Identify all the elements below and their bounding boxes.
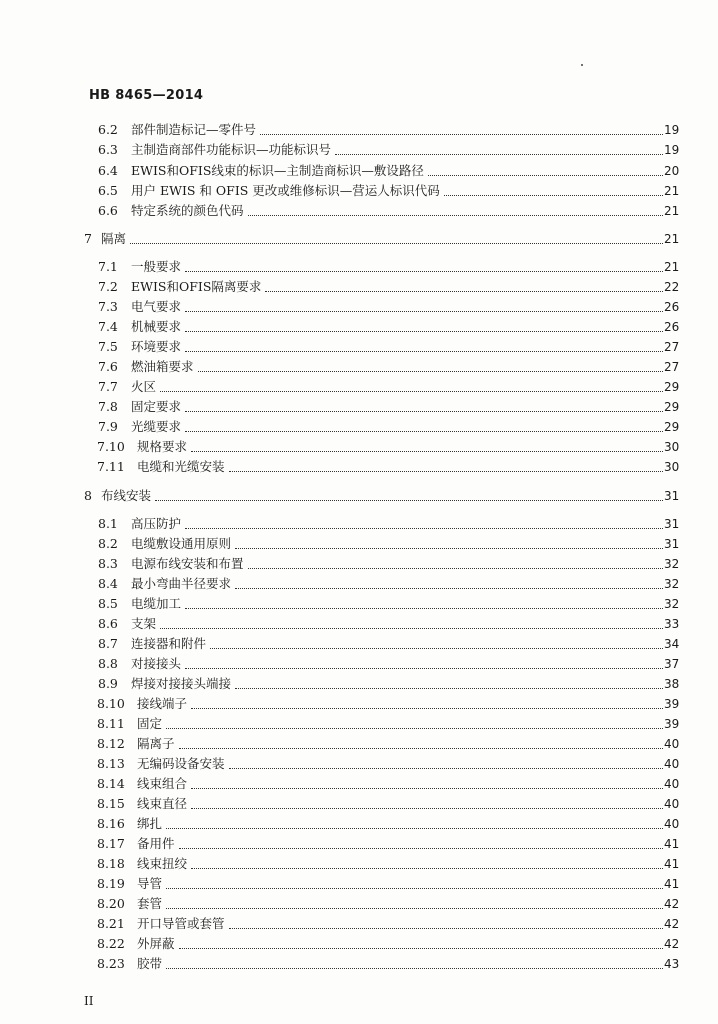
toc-section-number: 8.2 <box>98 536 118 551</box>
toc-page-number: 42 <box>664 916 686 932</box>
toc-section-number: 7 <box>84 231 92 246</box>
toc-page-number: 38 <box>664 676 686 692</box>
toc-entry <box>0 337 718 355</box>
toc-section-number: 8.13 <box>97 756 125 771</box>
toc-page-number: 26 <box>664 319 686 335</box>
toc-section-title: 机械要求 <box>131 319 182 334</box>
toc-section-number: 8.9 <box>98 676 118 691</box>
document-id-header: HB 8465—2014 <box>89 88 204 103</box>
toc-leader-dots <box>155 499 663 501</box>
toc-section-number: 8.1 <box>98 516 118 531</box>
toc-page-number: 20 <box>664 163 686 179</box>
toc-page-number: 43 <box>664 956 686 972</box>
toc-section-title: 部件制造标记—零件号 <box>131 122 257 137</box>
toc-page-number: 27 <box>664 339 686 355</box>
toc-section-number: 8.15 <box>97 796 125 811</box>
toc-entry <box>0 874 718 892</box>
toc-section-title: 固定要求 <box>131 399 182 414</box>
toc-leader-dots <box>166 907 663 909</box>
toc-entry <box>0 201 718 219</box>
toc-page-number: 40 <box>664 736 686 752</box>
toc-entry <box>0 654 718 672</box>
toc-section-title: 线束直径 <box>137 796 188 811</box>
toc-section-title: 电源布线安装和布置 <box>131 556 244 571</box>
toc-leader-dots <box>185 350 663 352</box>
toc-entry <box>0 417 718 435</box>
toc-page-number: 19 <box>664 142 686 158</box>
toc-leader-dots <box>265 290 663 292</box>
toc-section-title: 用户 EWIS 和 OFIS 更改或维修标识—营运人标识代码 <box>131 183 440 198</box>
toc-entry <box>0 574 718 592</box>
toc-section-number: 8.17 <box>97 836 125 851</box>
toc-section-number: 7.6 <box>98 359 118 374</box>
toc-entry <box>0 794 718 812</box>
toc-section-title: 套管 <box>137 896 163 911</box>
toc-section-number: 8.5 <box>98 596 118 611</box>
toc-leader-dots <box>229 470 663 472</box>
toc-leader-dots <box>191 807 663 809</box>
toc-page-number: 21 <box>664 203 686 219</box>
toc-entry <box>0 594 718 612</box>
toc-section-number: 8.21 <box>97 916 125 931</box>
toc-entry <box>0 894 718 912</box>
toc-section-number: 7.1 <box>98 259 118 274</box>
toc-leader-dots <box>191 867 663 869</box>
toc-section-number: 6.5 <box>98 183 118 198</box>
toc-leader-dots <box>235 547 663 549</box>
toc-leader-dots <box>179 747 663 749</box>
toc-entry <box>0 514 718 532</box>
toc-section-number: 8.14 <box>97 776 125 791</box>
toc-leader-dots <box>248 567 663 569</box>
toc-page-number: 26 <box>664 299 686 315</box>
toc-page-number: 21 <box>664 183 686 199</box>
toc-entry <box>0 397 718 415</box>
toc-entry <box>0 486 718 504</box>
toc-entry <box>0 554 718 572</box>
toc-section-number: 7.10 <box>97 439 125 454</box>
toc-page-number: 42 <box>664 896 686 912</box>
toc-leader-dots <box>166 967 663 969</box>
toc-leader-dots <box>185 607 663 609</box>
toc-section-number: 8.22 <box>97 936 125 951</box>
toc-section-number: 8.3 <box>98 556 118 571</box>
toc-section-number: 8.12 <box>97 736 125 751</box>
toc-section-number: 7.5 <box>98 339 118 354</box>
toc-section-title: 绑扎 <box>137 816 163 831</box>
toc-entry <box>0 140 718 158</box>
page-number: II <box>84 994 94 1008</box>
toc-section-title: 隔离 <box>101 231 127 246</box>
toc-leader-dots <box>185 527 663 529</box>
toc-page-number: 32 <box>664 576 686 592</box>
toc-page-number: 41 <box>664 876 686 892</box>
toc-entry <box>0 357 718 375</box>
toc-section-number: 8.23 <box>97 956 125 971</box>
toc-entry <box>0 754 718 772</box>
toc-page-number: 40 <box>664 776 686 792</box>
toc-leader-dots <box>185 270 663 272</box>
toc-entry <box>0 161 718 179</box>
toc-section-number: 7.11 <box>97 459 125 474</box>
toc-section-title: 燃油箱要求 <box>131 359 194 374</box>
toc-section-title: EWIS和OFIS线束的标识—主制造商标识—敷设路径 <box>131 163 424 178</box>
toc-leader-dots <box>248 214 663 216</box>
toc-entry <box>0 934 718 952</box>
toc-section-title: 电缆和光缆安装 <box>137 459 225 474</box>
toc-entry <box>0 277 718 295</box>
toc-section-number: 8.8 <box>98 656 118 671</box>
toc-entry <box>0 457 718 475</box>
toc-entry <box>0 674 718 692</box>
toc-section-title: 规格要求 <box>137 439 188 454</box>
toc-page-number: 27 <box>664 359 686 375</box>
toc-page-number: 31 <box>664 536 686 552</box>
toc-page-number: 37 <box>664 656 686 672</box>
toc-section-number: 7.4 <box>98 319 118 334</box>
toc-page-number: 21 <box>664 231 686 247</box>
toc-page-number: 30 <box>664 459 686 475</box>
toc-section-title: 电缆加工 <box>131 596 182 611</box>
toc-section-title: 固定 <box>137 716 163 731</box>
toc-section-title: 最小弯曲半径要求 <box>131 576 232 591</box>
toc-leader-dots <box>166 887 663 889</box>
toc-entry <box>0 534 718 552</box>
toc-leader-dots <box>260 133 663 135</box>
toc-entry <box>0 229 718 247</box>
toc-page-number: 31 <box>664 516 686 532</box>
toc-entry <box>0 181 718 199</box>
toc-section-title: 无编码设备安装 <box>137 756 225 771</box>
toc-leader-dots <box>185 410 663 412</box>
toc-page-number: 41 <box>664 836 686 852</box>
toc-section-title: 线束扭绞 <box>137 856 188 871</box>
toc-entry <box>0 614 718 632</box>
toc-section-number: 7.9 <box>98 419 118 434</box>
toc-section-title: 光缆要求 <box>131 419 182 434</box>
toc-section-title: 环境要求 <box>131 339 182 354</box>
toc-section-title: EWIS和OFIS隔离要求 <box>131 279 262 294</box>
toc-section-number: 8.10 <box>97 696 125 711</box>
toc-section-title: 备用件 <box>137 836 175 851</box>
toc-section-title: 高压防护 <box>131 516 182 531</box>
toc-leader-dots <box>179 947 663 949</box>
toc-page-number: 22 <box>664 279 686 295</box>
toc-entry <box>0 914 718 932</box>
toc-leader-dots <box>191 450 663 452</box>
toc-leader-dots <box>229 767 663 769</box>
toc-section-title: 对接接头 <box>131 656 182 671</box>
scan-speck <box>581 64 583 66</box>
toc-leader-dots <box>166 827 663 829</box>
toc-page-number: 33 <box>664 616 686 632</box>
toc-page-number: 21 <box>664 259 686 275</box>
toc-section-title: 特定系统的颜色代码 <box>131 203 244 218</box>
toc-page-number: 39 <box>664 716 686 732</box>
toc-entry <box>0 634 718 652</box>
toc-section-title: 胶带 <box>137 956 163 971</box>
toc-section-title: 线束组合 <box>137 776 188 791</box>
toc-entry <box>0 437 718 455</box>
toc-section-number: 8 <box>84 488 92 503</box>
toc-page-number: 19 <box>664 122 686 138</box>
toc-page-number: 34 <box>664 636 686 652</box>
toc-section-title: 导管 <box>137 876 163 891</box>
toc-entry <box>0 774 718 792</box>
toc-leader-dots <box>198 370 663 372</box>
toc-leader-dots <box>130 242 663 244</box>
toc-leader-dots <box>335 153 663 155</box>
toc-page-number: 41 <box>664 856 686 872</box>
toc-section-title: 焊接对接接头端接 <box>131 676 232 691</box>
toc-section-title: 外屏蔽 <box>137 936 175 951</box>
toc-section-number: 6.4 <box>98 163 118 178</box>
toc-section-number: 8.4 <box>98 576 118 591</box>
toc-page-number: 29 <box>664 379 686 395</box>
toc-leader-dots <box>185 330 663 332</box>
toc-section-number: 7.7 <box>98 379 118 394</box>
toc-section-title: 开口导管或套管 <box>137 916 225 931</box>
toc-leader-dots <box>191 707 663 709</box>
toc-section-number: 6.6 <box>98 203 118 218</box>
toc-page-number: 40 <box>664 796 686 812</box>
toc-section-number: 6.2 <box>98 122 118 137</box>
toc-page-number: 39 <box>664 696 686 712</box>
toc-section-number: 8.7 <box>98 636 118 651</box>
toc-leader-dots <box>179 847 663 849</box>
toc-leader-dots <box>210 647 663 649</box>
toc-section-title: 接线端子 <box>137 696 188 711</box>
toc-section-title: 电缆敷设通用原则 <box>131 536 232 551</box>
toc-section-number: 7.3 <box>98 299 118 314</box>
toc-entry <box>0 714 718 732</box>
toc-page-number: 32 <box>664 556 686 572</box>
toc-section-number: 6.3 <box>98 142 118 157</box>
toc-leader-dots <box>185 310 663 312</box>
toc-leader-dots <box>444 194 663 196</box>
toc-page-number: 42 <box>664 936 686 952</box>
toc-page-number: 32 <box>664 596 686 612</box>
toc-entry <box>0 377 718 395</box>
toc-entry <box>0 694 718 712</box>
toc-leader-dots <box>185 430 663 432</box>
toc-leader-dots <box>428 174 663 176</box>
toc-section-number: 8.11 <box>97 716 125 731</box>
toc-section-number: 8.18 <box>97 856 125 871</box>
toc-leader-dots <box>191 787 663 789</box>
toc-section-number: 8.19 <box>97 876 125 891</box>
toc-page-number: 29 <box>664 399 686 415</box>
toc-page-number: 31 <box>664 488 686 504</box>
toc-section-title: 主制造商部件功能标识—功能标识号 <box>131 142 332 157</box>
toc-section-number: 8.6 <box>98 616 118 631</box>
toc-entry <box>0 834 718 852</box>
toc-section-number: 7.2 <box>98 279 118 294</box>
toc-leader-dots <box>229 927 663 929</box>
toc-section-title: 支架 <box>131 616 157 631</box>
toc-entry <box>0 120 718 138</box>
toc-entry <box>0 954 718 972</box>
toc-section-number: 7.8 <box>98 399 118 414</box>
toc-page-number: 29 <box>664 419 686 435</box>
toc-leader-dots <box>160 627 663 629</box>
toc-page-number: 40 <box>664 756 686 772</box>
toc-section-title: 一般要求 <box>131 259 182 274</box>
toc-leader-dots <box>185 667 663 669</box>
toc-section-title: 连接器和附件 <box>131 636 207 651</box>
toc-entry <box>0 297 718 315</box>
toc-leader-dots <box>235 687 663 689</box>
toc-leader-dots <box>166 727 663 729</box>
toc-leader-dots <box>235 587 663 589</box>
toc-page-number: 30 <box>664 439 686 455</box>
toc-section-title: 电气要求 <box>131 299 182 314</box>
toc-page-number: 40 <box>664 816 686 832</box>
toc-section-number: 8.16 <box>97 816 125 831</box>
toc-entry <box>0 317 718 335</box>
toc-entry <box>0 854 718 872</box>
toc-entry <box>0 257 718 275</box>
toc-entry <box>0 734 718 752</box>
toc-section-title: 火区 <box>131 379 157 394</box>
toc-entry <box>0 814 718 832</box>
toc-section-title: 隔离子 <box>137 736 175 751</box>
toc-leader-dots <box>160 390 663 392</box>
toc-section-title: 布线安装 <box>101 488 152 503</box>
toc-section-number: 8.20 <box>97 896 125 911</box>
